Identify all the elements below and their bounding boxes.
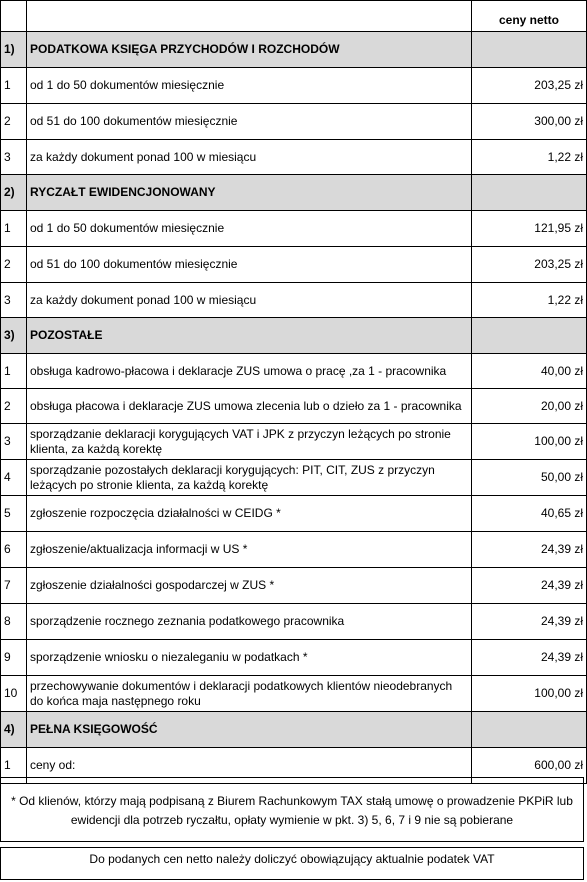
row-price: 40,00 zł (472, 354, 587, 389)
price-row (1, 496, 587, 532)
price-row (1, 283, 587, 318)
row-number: 1 (1, 354, 27, 389)
price-row (1, 68, 587, 104)
row-price: 50,00 zł (472, 460, 587, 496)
row-price: 24,39 zł (472, 640, 587, 676)
row-number: 3 (1, 424, 27, 460)
price-row (1, 424, 587, 460)
row-number: 6 (1, 532, 27, 568)
price-row (1, 532, 587, 568)
section-title: POZOSTAŁE (27, 318, 472, 354)
row-price: 100,00 zł (472, 424, 587, 460)
row-description: zgłoszenie/aktualizacja informacji w US * (27, 532, 472, 568)
row-number: 1 (1, 748, 27, 784)
header-desc-cell (27, 1, 472, 32)
price-row (1, 354, 587, 389)
row-description: zgłoszenie rozpoczęcia działalności w CEIDG * (27, 496, 472, 532)
row-description: od 1 do 50 dokumentów miesięcznie (27, 68, 472, 104)
section-price-empty (472, 318, 587, 354)
row-price: 203,25 zł (472, 68, 587, 104)
row-price: 24,39 zł (472, 604, 587, 640)
section-title: PEŁNA KSIĘGOWOŚĆ (27, 712, 472, 748)
section-title: RYCZAŁT EWIDENCJONOWANY (27, 175, 472, 211)
row-description: od 1 do 50 dokumentów miesięcznie (27, 211, 472, 247)
row-number: 9 (1, 640, 27, 676)
price-table-body (1, 1, 587, 784)
price-row (1, 389, 587, 424)
row-number: 2 (1, 247, 27, 283)
section-header-row (1, 175, 587, 211)
price-row (1, 211, 587, 247)
row-description: od 51 do 100 dokumentów miesięcznie (27, 104, 472, 140)
row-number: 5 (1, 496, 27, 532)
row-number: 3 (1, 283, 27, 318)
row-price: 1,22 zł (472, 283, 587, 318)
section-number: 3) (1, 318, 27, 354)
price-row (1, 460, 587, 496)
price-row (1, 140, 587, 175)
section-price-empty (472, 175, 587, 211)
row-description: przechowywanie dokumentów i deklaracji podatkowych klientów nieodebranych do końca maja następnego roku (27, 676, 472, 712)
row-number: 7 (1, 568, 27, 604)
row-description: ceny od: (27, 748, 472, 784)
row-price: 203,25 zł (472, 247, 587, 283)
row-description: obsługa płacowa i deklaracje ZUS umowa zlecenia lub o dzieło za 1 - pracownika (27, 389, 472, 424)
section-number: 2) (1, 175, 27, 211)
price-row (1, 104, 587, 140)
row-description: sporządzanie pozostałych deklaracji korygujących: PIT, CIT, ZUS z przyczyn leżących po stronie klienta, za każdą korektę (27, 460, 472, 496)
header-row (1, 1, 587, 32)
row-number: 4 (1, 460, 27, 496)
row-number: 2 (1, 104, 27, 140)
row-description: zgłoszenie działalności gospodarczej w ZUS * (27, 568, 472, 604)
row-price: 24,39 zł (472, 568, 587, 604)
row-number: 3 (1, 140, 27, 175)
section-header-row (1, 318, 587, 354)
row-number: 10 (1, 676, 27, 712)
row-number: 2 (1, 389, 27, 424)
row-description: sporządzanie deklaracji korygujących VAT i JPK z przyczyn leżących po stronie klienta, za każdą korektę (27, 424, 472, 460)
row-price: 300,00 zł (472, 104, 587, 140)
section-header-row (1, 32, 587, 68)
row-price: 1,22 zł (472, 140, 587, 175)
row-price: 40,65 zł (472, 496, 587, 532)
price-row (1, 676, 587, 712)
vat-note: Do podanych cen netto należy doliczyć obowiązujący aktualnie podatek VAT (0, 847, 584, 880)
header-price-label: ceny netto (472, 1, 587, 32)
row-description: sporządzenie wniosku o niezaleganiu w podatkach * (27, 640, 472, 676)
price-row (1, 568, 587, 604)
row-price: 100,00 zł (472, 676, 587, 712)
row-description: za każdy dokument ponad 100 w miesiącu (27, 283, 472, 318)
section-header-row (1, 712, 587, 748)
row-price: 24,39 zł (472, 532, 587, 568)
row-number: 8 (1, 604, 27, 640)
row-number: 1 (1, 68, 27, 104)
row-description: obsługa kadrowo-płacowa i deklaracje ZUS umowa o pracę ,za 1 - pracownika (27, 354, 472, 389)
row-price: 600,00 zł (472, 748, 587, 784)
section-title: PODATKOWA KSIĘGA PRZYCHODÓW I ROZCHODÓW (27, 32, 472, 68)
row-description: sporządzenie rocznego zeznania podatkowego pracownika (27, 604, 472, 640)
section-number: 1) (1, 32, 27, 68)
section-number: 4) (1, 712, 27, 748)
section-price-empty (472, 712, 587, 748)
price-row (1, 640, 587, 676)
asterisk-footnote: * Od klienów, którzy mają podpisaną z Biurem Rachunkowym TAX stałą umowę o prowadzenie PKPiR lub ewidencji dla potrzeb ryczałtu, opłaty wymienie w pkt. 3) 5, 6, 7 i 9 nie są pobierane (0, 777, 584, 842)
row-description: za każdy dokument ponad 100 w miesiącu (27, 140, 472, 175)
price-row (1, 247, 587, 283)
row-price: 20,00 zł (472, 389, 587, 424)
row-description: od 51 do 100 dokumentów miesięcznie (27, 247, 472, 283)
section-price-empty (472, 32, 587, 68)
row-number: 1 (1, 211, 27, 247)
row-price: 121,95 zł (472, 211, 587, 247)
price-row (1, 604, 587, 640)
header-num-cell (1, 1, 27, 32)
